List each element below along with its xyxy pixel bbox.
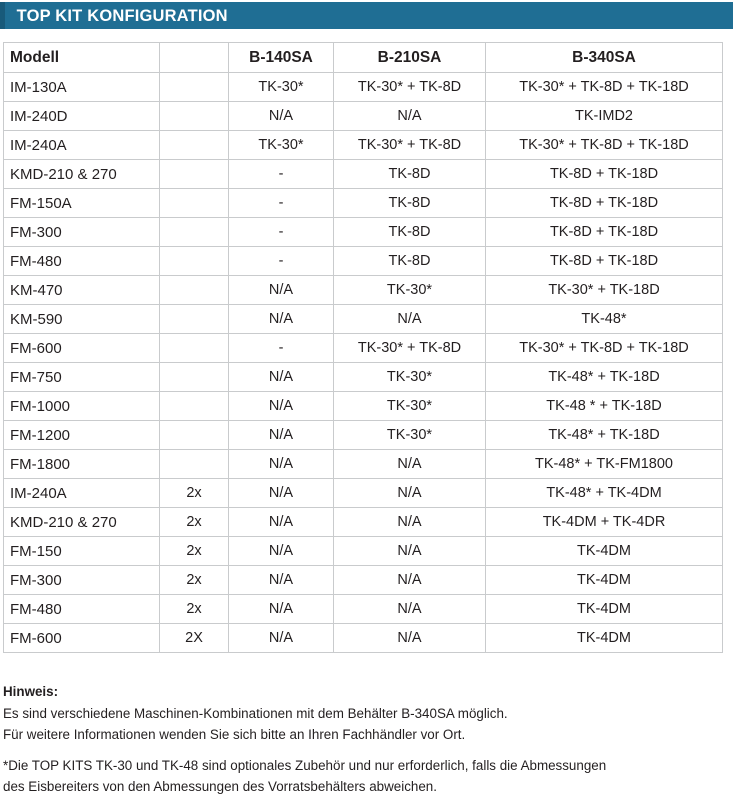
cell-quantity (160, 102, 229, 131)
table-row (4, 421, 723, 450)
cell-b340sa: TK-4DM + TK-4DR (486, 508, 723, 537)
cell-quantity (160, 305, 229, 334)
cell-model: FM-300 (4, 566, 160, 595)
cell-b340sa: TK-4DM (486, 537, 723, 566)
cell-quantity: 2x (160, 508, 229, 537)
cell-b210sa: N/A (334, 595, 486, 624)
notes-line-1: Es sind verschiedene Maschinen-Kombinationen mit dem Behälter B-340SA möglich. (3, 706, 508, 722)
cell-b140sa: - (229, 218, 334, 247)
cell-model: FM-150A (4, 189, 160, 218)
column-header-b210sa: B-210SA (334, 43, 486, 73)
cell-b140sa: N/A (229, 595, 334, 624)
cell-model: KMD-210 & 270 (4, 508, 160, 537)
cell-b140sa: TK-30* (229, 73, 334, 102)
cell-b340sa: TK-48* + TK-4DM (486, 479, 723, 508)
column-header-model: Modell (4, 43, 160, 73)
cell-quantity (160, 218, 229, 247)
cell-quantity (160, 189, 229, 218)
cell-quantity: 2x (160, 537, 229, 566)
cell-b210sa: TK-8D (334, 189, 486, 218)
cell-b210sa: N/A (334, 479, 486, 508)
cell-quantity (160, 247, 229, 276)
cell-b340sa: TK-48 * + TK-18D (486, 392, 723, 421)
cell-quantity (160, 421, 229, 450)
table-row (4, 624, 723, 653)
cell-b140sa: - (229, 247, 334, 276)
page-banner (0, 2, 733, 29)
cell-model: FM-1200 (4, 421, 160, 450)
notes-footnote-line-2: des Eisbereiters von den Abmessungen des Vorratsbehälters abweichen. (3, 778, 437, 794)
page-title: TOP KIT KONFIGURATION (16, 5, 228, 25)
cell-model: FM-300 (4, 218, 160, 247)
cell-b140sa: N/A (229, 392, 334, 421)
cell-quantity (160, 450, 229, 479)
cell-b210sa: TK-8D (334, 218, 486, 247)
cell-b340sa: TK-8D + TK-18D (486, 160, 723, 189)
notes-spacer (3, 746, 729, 755)
kit-configuration-table (3, 42, 723, 653)
cell-b340sa: TK-30* + TK-8D + TK-18D (486, 334, 723, 363)
cell-b140sa: N/A (229, 102, 334, 131)
cell-b210sa: N/A (334, 508, 486, 537)
cell-model: IM-240A (4, 131, 160, 160)
cell-quantity (160, 392, 229, 421)
cell-b140sa: N/A (229, 421, 334, 450)
cell-b140sa: N/A (229, 305, 334, 334)
table-row (4, 537, 723, 566)
cell-b340sa: TK-48* + TK-18D (486, 363, 723, 392)
cell-b210sa: TK-30* (334, 392, 486, 421)
cell-b210sa: TK-30* (334, 276, 486, 305)
cell-b210sa: TK-30* + TK-8D (334, 334, 486, 363)
cell-b340sa: TK-48* + TK-FM1800 (486, 450, 723, 479)
table-row (4, 450, 723, 479)
cell-quantity (160, 363, 229, 392)
cell-model: FM-600 (4, 334, 160, 363)
table-row (4, 479, 723, 508)
table-row (4, 392, 723, 421)
cell-model: IM-130A (4, 73, 160, 102)
cell-quantity: 2x (160, 595, 229, 624)
cell-model: KM-470 (4, 276, 160, 305)
cell-b140sa: N/A (229, 450, 334, 479)
table-row (4, 73, 723, 102)
column-header-b140sa: B-140SA (229, 43, 334, 73)
cell-quantity (160, 334, 229, 363)
cell-b340sa: TK-IMD2 (486, 102, 723, 131)
column-header-quantity (160, 43, 229, 73)
cell-quantity (160, 131, 229, 160)
notes-footnote-line-1: *Die TOP KITS TK-30 und TK-48 sind optionales Zubehör und nur erforderlich, falls die Abmessungen (3, 757, 607, 773)
cell-b340sa: TK-48* (486, 305, 723, 334)
notes-section (3, 681, 729, 797)
cell-b210sa: N/A (334, 537, 486, 566)
cell-model: FM-480 (4, 247, 160, 276)
table-row (4, 363, 723, 392)
cell-b210sa: TK-30* + TK-8D (334, 73, 486, 102)
cell-b340sa: TK-30* + TK-8D + TK-18D (486, 131, 723, 160)
cell-model: KMD-210 & 270 (4, 160, 160, 189)
cell-b210sa: TK-30* (334, 421, 486, 450)
table-body (4, 73, 723, 653)
cell-b340sa: TK-4DM (486, 566, 723, 595)
cell-b340sa: TK-4DM (486, 624, 723, 653)
cell-model: KM-590 (4, 305, 160, 334)
cell-b340sa: TK-8D + TK-18D (486, 189, 723, 218)
cell-b140sa: - (229, 189, 334, 218)
cell-b140sa: - (229, 334, 334, 363)
table-row (4, 595, 723, 624)
cell-b140sa: - (229, 160, 334, 189)
notes-label: Hinweis: (3, 684, 59, 699)
cell-b140sa: N/A (229, 363, 334, 392)
cell-b210sa: TK-8D (334, 247, 486, 276)
cell-model: IM-240D (4, 102, 160, 131)
cell-b140sa: N/A (229, 276, 334, 305)
cell-quantity: 2X (160, 624, 229, 653)
table-row (4, 508, 723, 537)
table-row (4, 566, 723, 595)
cell-b210sa: TK-30* (334, 363, 486, 392)
cell-quantity (160, 276, 229, 305)
table-header (4, 43, 723, 73)
cell-b340sa: TK-48* + TK-18D (486, 421, 723, 450)
table-header-row (4, 43, 723, 73)
kit-configuration-table-wrapper (3, 42, 722, 653)
column-header-b340sa: B-340SA (486, 43, 723, 73)
cell-b340sa: TK-30* + TK-18D (486, 276, 723, 305)
cell-b210sa: N/A (334, 305, 486, 334)
table-row (4, 131, 723, 160)
cell-quantity (160, 160, 229, 189)
cell-model: FM-480 (4, 595, 160, 624)
cell-b210sa: N/A (334, 450, 486, 479)
cell-b140sa: N/A (229, 537, 334, 566)
table-row (4, 189, 723, 218)
cell-model: FM-600 (4, 624, 160, 653)
table-row (4, 276, 723, 305)
cell-b210sa: TK-8D (334, 160, 486, 189)
notes-line-2: Für weitere Informationen wenden Sie sich bitte an Ihren Fachhändler vor Ort. (3, 727, 466, 743)
table-row (4, 160, 723, 189)
cell-b340sa: TK-30* + TK-8D + TK-18D (486, 73, 723, 102)
cell-b340sa: TK-8D + TK-18D (486, 218, 723, 247)
cell-quantity: 2x (160, 566, 229, 595)
cell-model: IM-240A (4, 479, 160, 508)
cell-b210sa: TK-30* + TK-8D (334, 131, 486, 160)
cell-b210sa: N/A (334, 624, 486, 653)
cell-b140sa: TK-30* (229, 131, 334, 160)
cell-b140sa: N/A (229, 508, 334, 537)
cell-quantity: 2x (160, 479, 229, 508)
cell-model: FM-750 (4, 363, 160, 392)
cell-quantity (160, 73, 229, 102)
cell-b210sa: N/A (334, 102, 486, 131)
cell-b340sa: TK-8D + TK-18D (486, 247, 723, 276)
table-row (4, 102, 723, 131)
cell-b340sa: TK-4DM (486, 595, 723, 624)
table-row (4, 218, 723, 247)
table-row (4, 305, 723, 334)
table-row (4, 247, 723, 276)
cell-model: FM-150 (4, 537, 160, 566)
cell-b210sa: N/A (334, 566, 486, 595)
cell-model: FM-1800 (4, 450, 160, 479)
cell-b140sa: N/A (229, 479, 334, 508)
table-row (4, 334, 723, 363)
cell-model: FM-1000 (4, 392, 160, 421)
cell-b140sa: N/A (229, 566, 334, 595)
cell-b140sa: N/A (229, 624, 334, 653)
